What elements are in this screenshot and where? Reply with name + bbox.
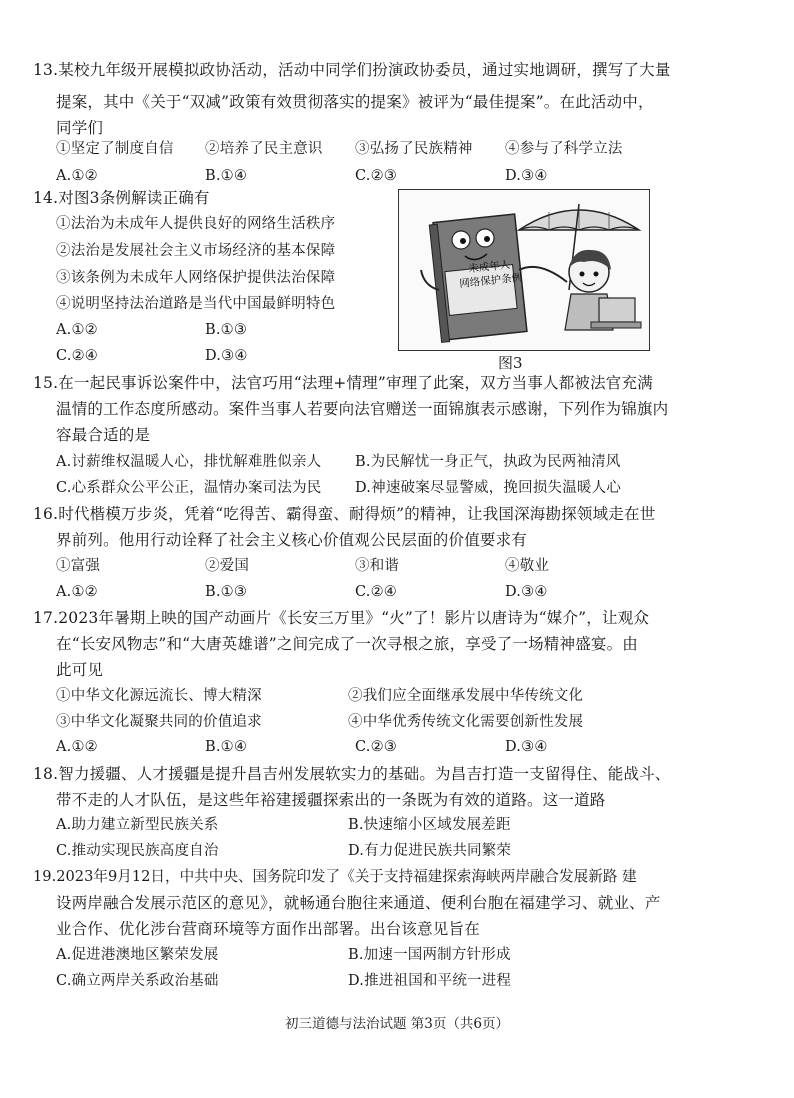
q14-choice-c: C.②④: [56, 348, 98, 364]
page-footer: 初三道德与法治试题 第3页（共6页）: [285, 1016, 509, 1032]
q17-choice-a: A.①②: [56, 739, 98, 755]
q13-choice-c: C.②③: [355, 168, 397, 184]
q18-choice-a: A.助力建立新型民族关系: [56, 817, 219, 833]
q16-choice-a: A.①②: [56, 584, 98, 600]
q16-stem-line-2: 界前列。他用行动诠释了社会主义核心价值观公民层面的价值要求有: [56, 531, 528, 549]
q16-choice-c: C.②④: [355, 584, 397, 600]
q15-choice-a: A.讨薪维权温暖人心，排忧解难胜似亲人: [56, 454, 322, 470]
q13-choice-b: B.①④: [205, 168, 248, 184]
q13-statement-4: ④参与了科学立法: [505, 141, 623, 157]
q13-stem-line-2: 提案，其中《关于“双减”政策有效贯彻落实的提案》被评为“最佳提案”。在此活动中，: [56, 93, 654, 111]
q17-choice-c: C.②③: [355, 739, 397, 755]
q18-choice-c: C.推动实现民族高度自治: [56, 843, 219, 859]
q15-stem-line-1: 15.在一起民事诉讼案件中，法官巧用“法理+情理”审理了此案，双方当事人都被法官充满: [33, 374, 653, 392]
q14-stem: 14.对图3条例解读正确有: [33, 189, 210, 207]
q14-choice-a: A.①②: [56, 322, 98, 338]
q19-choice-d: D.推进祖国和平统一进程: [348, 973, 512, 989]
q17-statement-1: ①中华文化源远流长、博大精深: [56, 688, 262, 704]
book-title-line-1: 未成年人: [467, 258, 511, 276]
figure-3-illustration: [398, 189, 650, 351]
q13-statement-2: ②培养了民主意识: [205, 141, 323, 157]
q13-statement-1: ①坚定了制度自信: [56, 141, 174, 157]
q19-choice-a: A.促进港澳地区繁荣发展: [56, 947, 219, 963]
q17-stem-line-1: 17.2023年暑期上映的国产动画片《长安三万里》“火”了！影片以唐诗为“媒介”，让观众: [33, 609, 650, 627]
q17-stem-line-2: 在“长安风物志”和“大唐英雄谱”之间完成了一次寻根之旅，享受了一场精神盛宴。由: [56, 635, 638, 653]
q17-statement-2: ②我们应全面继承发展中华传统文化: [348, 688, 584, 704]
q13-stem-line-1: 13.某校九年级开展模拟政协活动，活动中同学们扮演政协委员，通过实地调研，撰写了大量: [33, 61, 671, 79]
q16-statement-4: ④敬业: [505, 558, 550, 574]
figure-3-caption: 图3: [498, 354, 523, 372]
q15-choice-b: B.为民解忧一身正气，执政为民两袖清风: [355, 454, 621, 470]
q16-stem-line-1: 16.时代楷模万步炎，凭着“吃得苦、霸得蛮、耐得烦”的精神，让我国深海勘探领域走在世: [33, 505, 656, 523]
q13-statement-3: ③弘扬了民族精神: [355, 141, 473, 157]
q13-choice-d: D.③④: [505, 168, 548, 184]
q14-statement-2: ②法治是发展社会主义市场经济的基本保障: [56, 243, 336, 259]
laptop-icon: [599, 298, 635, 322]
q15-choice-c: C.心系群众公平公正，温情办案司法为民: [56, 480, 322, 496]
q19-choice-b: B.加速一国两制方针形成: [348, 947, 511, 963]
q16-choice-b: B.①③: [205, 584, 248, 600]
q16-choice-d: D.③④: [505, 584, 548, 600]
q13-stem-line-3: 同学们: [56, 119, 104, 137]
q18-choice-d: D.有力促进民族共同繁荣: [348, 843, 512, 859]
q13-choice-a: A.①②: [56, 168, 98, 184]
q17-stem-line-3: 此可见: [56, 661, 104, 679]
q17-choice-d: D.③④: [505, 739, 548, 755]
q19-stem-line-3: 业合作、优化涉台营商环境等方面作出部署。出台该意见旨在: [56, 920, 480, 938]
q14-choice-b: B.①③: [205, 322, 248, 338]
q15-stem-line-2: 温情的工作态度所感动。案件当事人若要向法官赠送一面锦旗表示感谢，下列作为锦旗内: [56, 400, 669, 418]
q14-statement-1: ①法治为未成年人提供良好的网络生活秩序: [56, 216, 336, 232]
q15-choice-d: D.神速破案尽显警威，挽回损失温暖人心: [355, 480, 622, 496]
q18-choice-b: B.快速缩小区域发展差距: [348, 817, 511, 833]
q16-statement-3: ③和谐: [355, 558, 400, 574]
book-title-line-2: 网络保护条例: [458, 271, 523, 291]
q18-stem-line-2: 带不走的人才队伍，是这些年裕建援疆探索出的一条既为有效的道路。这一道路: [56, 791, 606, 809]
q14-statement-4: ④说明坚持法治道路是当代中国最鲜明特色: [56, 296, 336, 312]
q17-choice-b: B.①④: [205, 739, 248, 755]
q14-choice-d: D.③④: [205, 348, 248, 364]
q19-stem-line-1: 19.2023年9月12日，中共中央、国务院印发了《关于支持福建探索海峡两岸融合发展新路 建: [33, 868, 637, 885]
q19-stem-line-2: 设两岸融合发展示范区的意见》，就畅通台胞往来通道、便利台胞在福建学习、就业、产: [56, 894, 661, 912]
q16-statement-1: ①富强: [56, 558, 101, 574]
q18-stem-line-1: 18.智力援疆、人才援疆是提升昌吉州发展软实力的基础。为昌吉打造一支留得住、能战斗、: [33, 765, 671, 783]
q17-statement-3: ③中华文化凝聚共同的价值追求: [56, 714, 262, 730]
q19-choice-c: C.确立两岸关系政治基础: [56, 973, 219, 989]
q15-stem-line-3: 容最合适的是: [56, 426, 151, 444]
q17-statement-4: ④中华优秀传统文化需要创新性发展: [348, 714, 584, 730]
q14-statement-3: ③该条例为未成年人网络保护提供法治保障: [56, 270, 336, 286]
q16-statement-2: ②爱国: [205, 558, 250, 574]
